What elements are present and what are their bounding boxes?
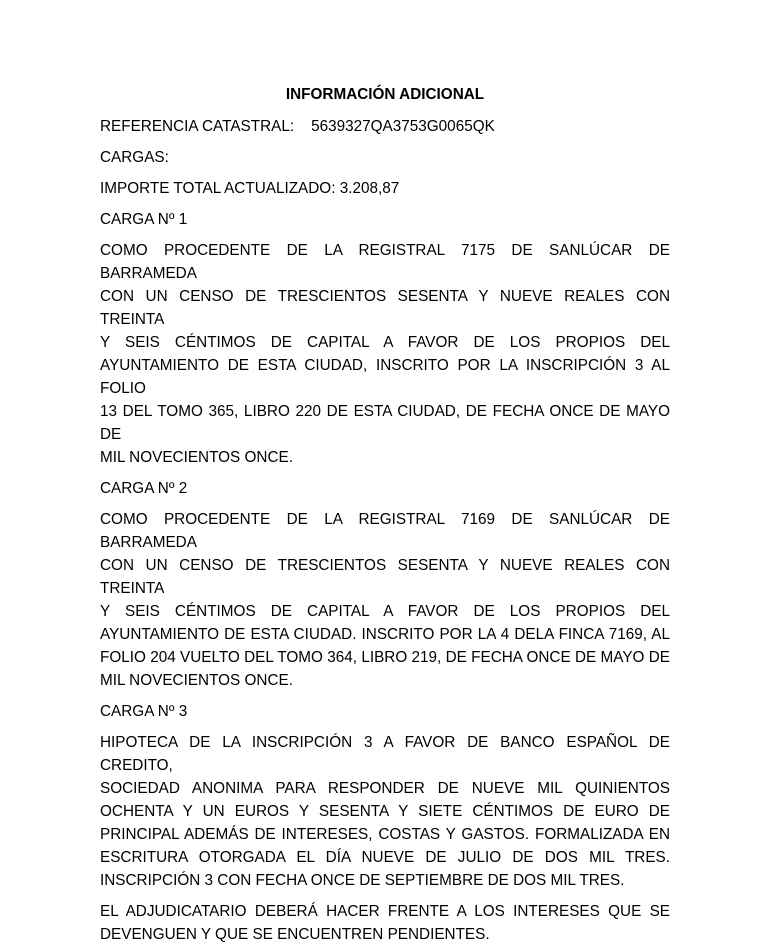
- text-line: MIL NOVECIENTOS ONCE.: [100, 449, 293, 466]
- importe-total-line: IMPORTE TOTAL ACTUALIZADO: 3.208,87: [100, 180, 400, 197]
- closing-paragraph: [100, 900, 670, 946]
- text-line: SOCIEDAD ANONIMA PARA RESPONDER DE NUEVE MIL QUINIENTOS: [100, 780, 670, 797]
- text-line: 13 DEL TOMO 365, LIBRO 220 DE ESTA CIUDAD, DE FECHA ONCE DE MAYO DE: [100, 403, 670, 443]
- carga-3-heading: CARGA Nº 3: [100, 703, 188, 720]
- text-line: ESCRITURA OTORGADA EL DÍA NUEVE DE JULIO DE DOS MIL TRES.: [100, 849, 670, 866]
- carga-section-3: [100, 700, 670, 892]
- text-line: AYUNTAMIENTO DE ESTA CIUDAD, INSCRITO POR LA INSCRIPCIÓN 3 AL FOLIO: [100, 357, 670, 397]
- document-title: INFORMACIÓN ADICIONAL: [285, 86, 485, 103]
- text-line: INSCRIPCIÓN 3 CON FECHA ONCE DE SEPTIEMBRE DE DOS MIL TRES.: [100, 872, 625, 889]
- text-line: COMO PROCEDENTE DE LA REGISTRAL 7169 DE SANLÚCAR DE BARRAMEDA: [100, 511, 670, 551]
- text-line: OCHENTA Y UN EUROS Y SESENTA Y SIETE CÉNTIMOS DE EURO DE: [100, 803, 670, 820]
- cargas-heading: CARGAS:: [100, 149, 169, 166]
- carga-2-heading: CARGA Nº 2: [100, 480, 188, 497]
- carga-section-1: [100, 208, 670, 469]
- text-line: EL ADJUDICATARIO DEBERÁ HACER FRENTE A LOS INTERESES QUE SE: [100, 903, 670, 920]
- text-line: DEVENGUEN Y QUE SE ENCUENTREN PENDIENTES.: [100, 926, 490, 943]
- text-line: CON UN CENSO DE TRESCIENTOS SESENTA Y NUEVE REALES CON TREINTA: [100, 557, 670, 597]
- carga-2-body: [100, 508, 670, 692]
- text-line: HIPOTECA DE LA INSCRIPCIÓN 3 A FAVOR DE BANCO ESPAÑOL DE CREDITO,: [100, 734, 670, 774]
- text-line: CON UN CENSO DE TRESCIENTOS SESENTA Y NUEVE REALES CON TREINTA: [100, 288, 670, 328]
- text-line: AYUNTAMIENTO DE ESTA CIUDAD. INSCRITO POR LA 4 DELA FINCA 7169, AL: [100, 626, 670, 643]
- text-line: FOLIO 204 VUELTO DEL TOMO 364, LIBRO 219, DE FECHA ONCE DE MAYO DE: [100, 649, 670, 666]
- carga-3-body: [100, 731, 670, 892]
- text-line: Y SEIS CÉNTIMOS DE CAPITAL A FAVOR DE LOS PROPIOS DEL: [100, 603, 670, 620]
- carga-section-2: [100, 477, 670, 692]
- text-line: COMO PROCEDENTE DE LA REGISTRAL 7175 DE SANLÚCAR DE BARRAMEDA: [100, 242, 670, 282]
- text-line: Y SEIS CÉNTIMOS DE CAPITAL A FAVOR DE LOS PROPIOS DEL: [100, 334, 670, 351]
- cadastral-reference-label: REFERENCIA CATASTRAL:: [100, 118, 295, 135]
- text-line: PRINCIPAL ADEMÁS DE INTERESES, COSTAS Y GASTOS. FORMALIZADA EN: [100, 826, 670, 843]
- carga-1-heading: CARGA Nº 1: [100, 211, 188, 228]
- cadastral-reference-value: 5639327QA3753G0065QK: [311, 118, 495, 135]
- carga-1-body: [100, 239, 670, 469]
- text-line: MIL NOVECIENTOS ONCE.: [100, 672, 293, 689]
- cadastral-reference-line: [100, 115, 670, 138]
